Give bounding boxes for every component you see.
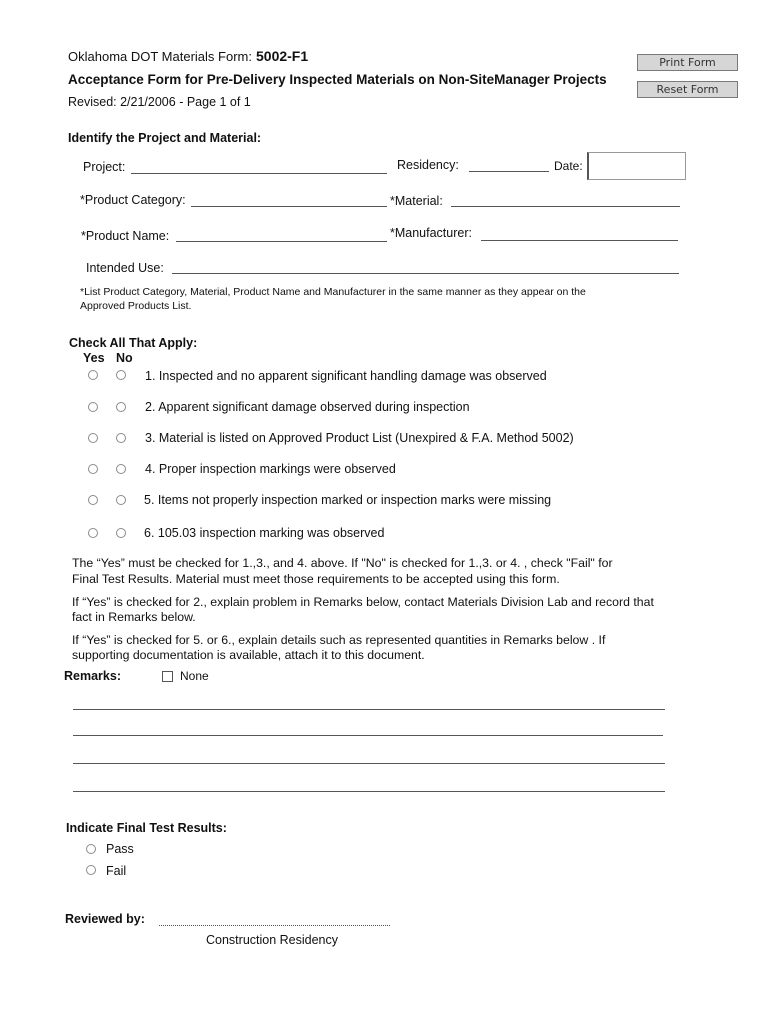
reviewed-by-field[interactable] (159, 925, 390, 926)
instruction-2-line1: If “Yes” is checked for 2., explain problem in Remarks below, contact Materials Division Lab and record that (72, 595, 654, 609)
item5-no-radio[interactable] (116, 495, 126, 505)
pass-radio[interactable] (86, 844, 96, 854)
instruction-3-line2: supporting documentation is available, attach it to this document. (72, 648, 425, 662)
item5-yes-radio[interactable] (88, 495, 98, 505)
material-label: *Material: (390, 194, 443, 208)
form-label: Oklahoma DOT Materials Form: (68, 49, 252, 64)
check-heading: Check All That Apply: (69, 336, 198, 350)
form-number: 5002-F1 (256, 48, 309, 64)
instruction-1-line2: Final Test Results. Material must meet those requirements to be accepted using this form. (72, 572, 560, 586)
page-title: Acceptance Form for Pre-Delivery Inspected Materials on Non-SiteManager Projects (68, 72, 607, 87)
item6-yes-radio[interactable] (88, 528, 98, 538)
identify-heading: Identify the Project and Material: (68, 131, 262, 145)
item2-yes-radio[interactable] (88, 402, 98, 412)
no-column-label: No (116, 351, 133, 365)
remarks-line-2[interactable] (73, 735, 663, 736)
check-item-5: 5. Items not properly inspection marked or inspection marks were missing (144, 493, 552, 507)
remarks-line-4[interactable] (73, 791, 665, 792)
yes-column-label: Yes (83, 351, 105, 365)
remarks-label: Remarks: (64, 669, 121, 683)
product-name-label: *Product Name: (81, 229, 170, 243)
product-note-line1: *List Product Category, Material, Product Name and Manufacturer in the same manner as they appear on the (80, 286, 586, 298)
intended-use-field[interactable] (172, 273, 679, 274)
product-category-label: *Product Category: (80, 193, 186, 207)
fail-label: Fail (106, 864, 127, 878)
check-item-2: 2. Apparent significant damage observed during inspection (145, 400, 470, 414)
manufacturer-label: *Manufacturer: (390, 226, 472, 240)
item1-no-radio[interactable] (116, 370, 126, 380)
intended-use-label: Intended Use: (86, 261, 164, 275)
product-name-field[interactable] (176, 241, 387, 242)
reviewed-by-subtitle: Construction Residency (206, 933, 339, 947)
final-results-heading: Indicate Final Test Results: (66, 821, 227, 835)
material-field[interactable] (451, 206, 680, 207)
remarks-line-1[interactable] (73, 709, 665, 710)
item6-no-radio[interactable] (116, 528, 126, 538)
item2-no-radio[interactable] (116, 402, 126, 412)
fail-radio[interactable] (86, 865, 96, 875)
pass-label: Pass (106, 842, 134, 856)
remarks-none-checkbox[interactable] (162, 671, 173, 682)
project-label: Project: (83, 160, 126, 174)
product-note-line2: Approved Products List. (80, 300, 192, 312)
residency-label: Residency: (397, 158, 459, 172)
reset-form-button[interactable]: Reset Form (637, 81, 738, 98)
check-item-3: 3. Material is listed on Approved Product List (Unexpired & F.A. Method 5002) (145, 431, 574, 445)
residency-field[interactable] (469, 171, 549, 172)
item1-yes-radio[interactable] (88, 370, 98, 380)
item4-yes-radio[interactable] (88, 464, 98, 474)
date-field[interactable] (587, 152, 686, 180)
instruction-2-line2: fact in Remarks below. (72, 610, 196, 624)
item3-no-radio[interactable] (116, 433, 126, 443)
instruction-1-line1: The “Yes” must be checked for 1.,3., and 4. above. If "No" is checked for 1.,3. or 4. , check "Fail" for (72, 556, 613, 570)
check-item-1: 1. Inspected and no apparent significant handling damage was observed (145, 369, 547, 383)
remarks-line-3[interactable] (73, 763, 665, 764)
date-label: Date: (554, 159, 583, 173)
check-item-4: 4. Proper inspection markings were observed (145, 462, 396, 476)
check-item-6: 6. 105.03 inspection marking was observed (144, 526, 385, 540)
item3-yes-radio[interactable] (88, 433, 98, 443)
product-category-field[interactable] (191, 206, 387, 207)
instruction-3-line1: If “Yes” is checked for 5. or 6., explain details such as represented quantities in Remarks below . If (72, 633, 606, 647)
project-field[interactable] (131, 173, 387, 174)
item4-no-radio[interactable] (116, 464, 126, 474)
manufacturer-field[interactable] (481, 240, 678, 241)
reviewed-by-label: Reviewed by: (65, 912, 145, 926)
remarks-none-label: None (180, 669, 209, 683)
print-form-button[interactable]: Print Form (637, 54, 738, 71)
revised-date: Revised: 2/21/2006 - Page 1 of 1 (68, 95, 251, 109)
